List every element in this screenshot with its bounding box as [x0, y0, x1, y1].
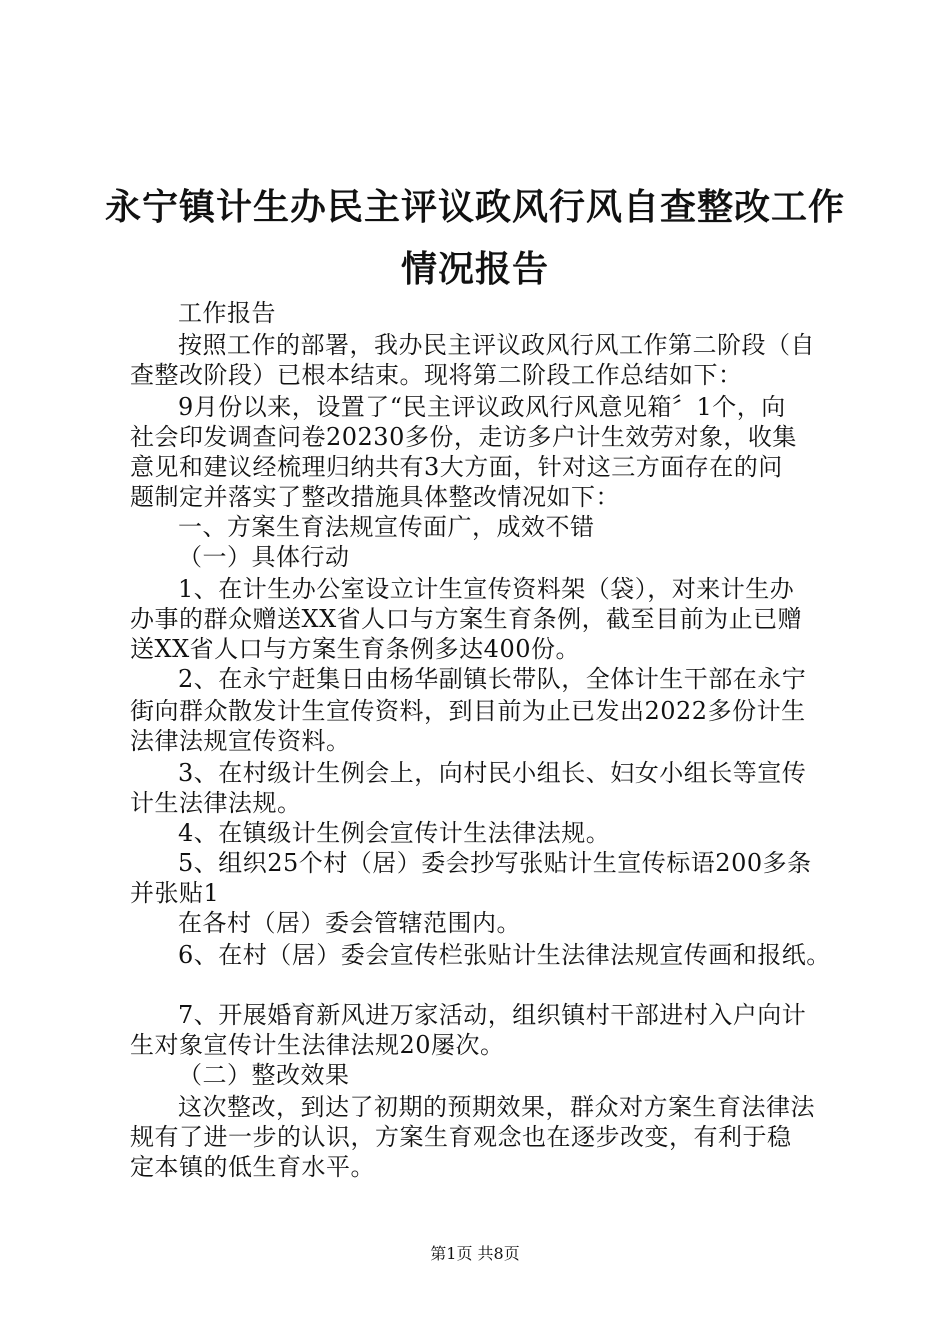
paragraph-line: 6、在村（居）委会宣传栏张贴计生法律法规宣传画和报纸。 — [178, 941, 831, 969]
document-title-line-2: 情况报告 — [400, 249, 549, 290]
document-title-line-1: 永宁镇计生办民主评议政风行风自查整改工作 — [104, 187, 845, 228]
subsection-heading: （一）具体行动 — [178, 543, 350, 571]
paragraph-line: 查整改阶段）已根本结束。现将第二阶段工作总结如下： — [130, 361, 743, 389]
paragraph-line: 送XX省人口与方案生育条例多达400份。 — [130, 635, 580, 663]
paragraph-line: 4、在镇级计生例会宣传计生法律法规。 — [178, 819, 611, 847]
paragraph-line: 街向群众散发计生宣传资料，到目前为止已发出2022多份计生 — [130, 697, 806, 725]
paragraph-line: 5、组织25个村（居）委会抄写张贴计生宣传标语200多条 — [178, 849, 812, 877]
paragraph-line: 3、在村级计生例会上，向村民小组长、妇女小组长等宣传 — [178, 759, 807, 787]
paragraph-line: 办事的群众赠送XX省人口与方案生育条例，截至目前为止已赠 — [130, 605, 803, 633]
paragraph-line: 按照工作的部署，我办民主评议政风行风工作第二阶段（自 — [178, 331, 815, 359]
paragraph-line: 在各村（居）委会管辖范围内。 — [178, 909, 521, 937]
subsection-heading: （二）整改效果 — [178, 1061, 350, 1089]
paragraph-line: 社会印发调查问卷20230多份，走访多户计生效劳对象，收集 — [130, 423, 797, 451]
report-type-label: 工作报告 — [178, 299, 276, 327]
paragraph-line: 意见和建议经梳理归纳共有3大方面，针对这三方面存在的问 — [130, 453, 783, 481]
paragraph-line: 法律法规宣传资料。 — [130, 727, 351, 755]
paragraph-line: 计生法律法规。 — [130, 789, 302, 817]
section-heading: 一、方案生育法规宣传面广，成效不错 — [178, 513, 595, 541]
paragraph-line: 2、在永宁赶集日由杨华副镇长带队，全体计生干部在永宁 — [178, 665, 807, 693]
paragraph-line: 定本镇的低生育水平。 — [130, 1153, 375, 1181]
paragraph-line: 并张贴1 — [130, 879, 220, 907]
paragraph-line: 1、在计生办公室设立计生宣传资料架（袋），对来计生办 — [178, 575, 795, 603]
paragraph-line: 题制定并落实了整改措施具体整改情况如下： — [130, 483, 620, 511]
page-footer: 第1页 共8页 — [430, 1244, 520, 1263]
paragraph-line: 这次整改，到达了初期的预期效果，群众对方案生育法律法 — [178, 1093, 815, 1121]
paragraph-line: 生对象宣传计生法律法规20屡次。 — [130, 1031, 505, 1059]
paragraph-line: 9月份以来，设置了“民主评议政风行风意见箱〞1个，向 — [178, 393, 786, 421]
paragraph-line: 规有了进一步的认识，方案生育观念也在逐步改变，有利于稳 — [130, 1123, 792, 1151]
paragraph-line: 7、开展婚育新风进万家活动，组织镇村干部进村入户向计 — [178, 1001, 807, 1029]
